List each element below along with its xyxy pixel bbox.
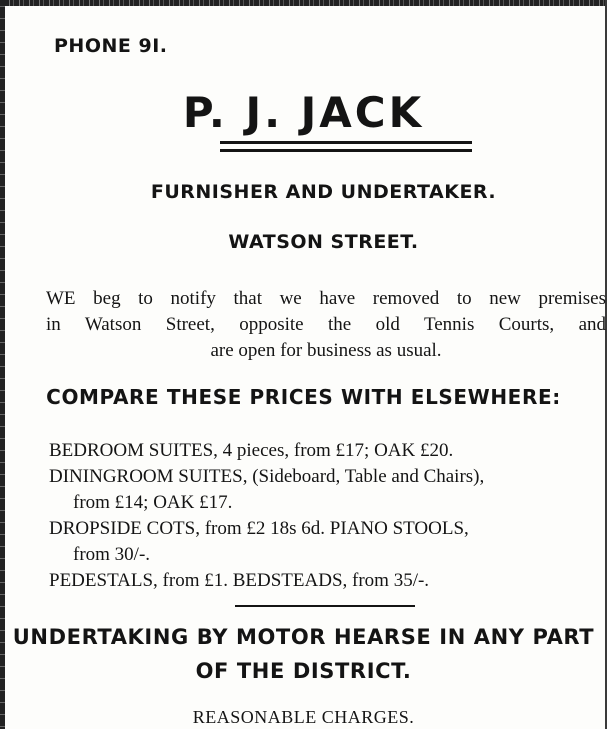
- notice-line: are open for business as usual.: [210, 340, 442, 361]
- title-underline-top: [220, 141, 472, 144]
- compare-heading: COMPARE THESE PRICES WITH ELSEWHERE:: [46, 385, 561, 409]
- price-line: from £14; OAK £17.: [73, 492, 233, 513]
- undertaking-line: OF THE DISTRICT.: [195, 659, 412, 683]
- phone-number: PHONE 9I.: [54, 35, 168, 57]
- price-line: BEDROOM SUITES, 4 pieces, from £17; OAK £20.: [49, 440, 454, 461]
- notice-line: WE beg to notify that we have removed to new premises: [46, 288, 606, 309]
- price-list: [49, 438, 605, 594]
- top-border: [0, 0, 607, 6]
- business-description: FURNISHER AND UNDERTAKER.: [150, 181, 497, 203]
- price-line: from 30/-.: [73, 544, 151, 565]
- price-line: PEDESTALS, from £1. BEDSTEADS, from 35/-.: [49, 570, 430, 591]
- section-divider: [235, 605, 415, 607]
- removal-notice: [46, 286, 606, 364]
- title-underline-bottom: [220, 149, 472, 152]
- undertaking-notice: [0, 620, 607, 688]
- charges-note: REASONABLE CHARGES.: [192, 707, 415, 727]
- undertaking-line: UNDERTAKING BY MOTOR HEARSE IN ANY PART: [12, 625, 595, 649]
- business-address: WATSON STREET.: [228, 231, 419, 253]
- price-line: DININGROOM SUITES, (Sideboard, Table and Chairs),: [49, 466, 485, 487]
- business-name: P. J. JACK: [182, 88, 425, 137]
- notice-line: in Watson Street, opposite the old Tennis Courts, and: [46, 314, 606, 335]
- price-line: DROPSIDE COTS, from £2 18s 6d. PIANO STOOLS,: [49, 518, 469, 539]
